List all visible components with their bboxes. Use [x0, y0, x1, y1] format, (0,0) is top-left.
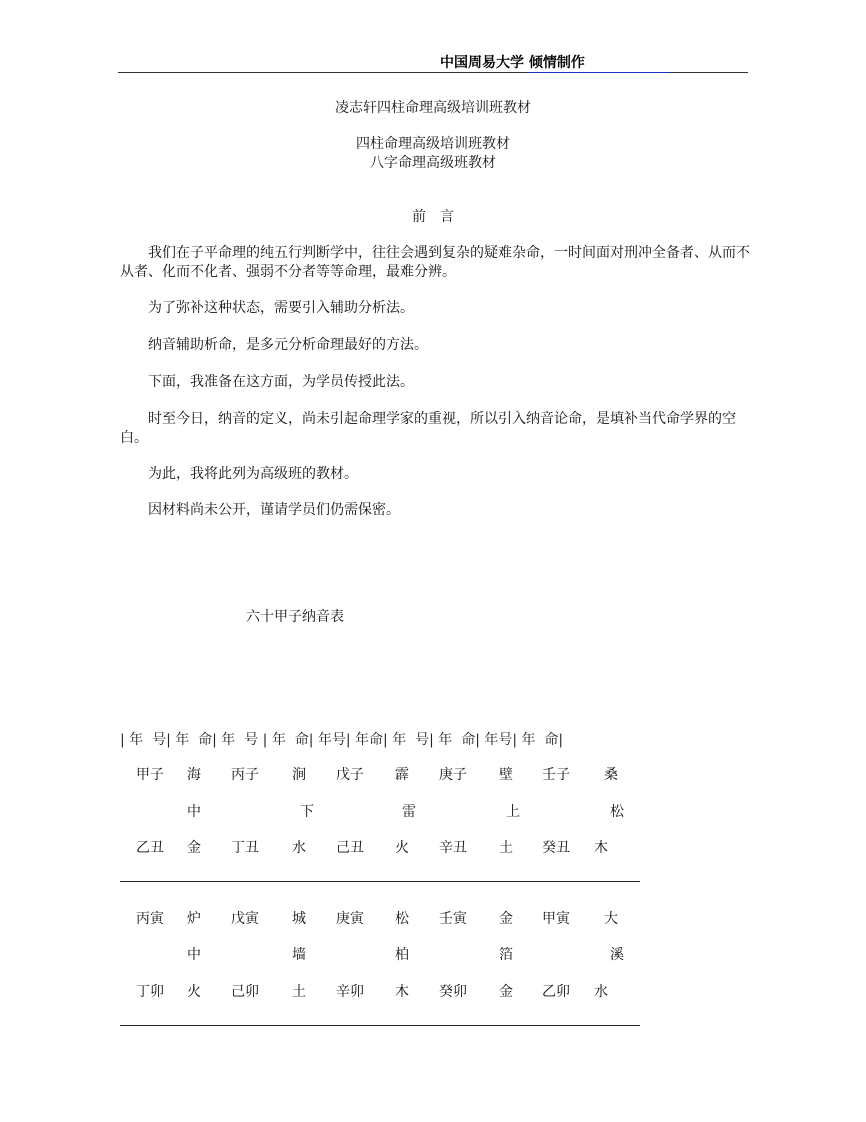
table-cell: 下 [300, 804, 314, 820]
table-cell: 水 [594, 984, 608, 1000]
table-cell: 癸卯 [439, 984, 467, 1000]
table-cell: 乙卯 [542, 984, 570, 1000]
paragraph: 因材料尚未公开，谨请学员们仍需保密。 [148, 502, 400, 518]
table-cell: 松 [610, 804, 624, 820]
table-cell: 戊子 [336, 767, 364, 783]
table-cell: 乙丑 [136, 840, 164, 856]
table-cell: 己丑 [336, 840, 364, 856]
header-text [440, 52, 669, 73]
paragraph: 我们在子平命理的纯五行判断学中，往往会遇到复杂的疑难杂命，一时间面对刑冲全备者、从而不从者、化而不化者、强弱不分者等等命理，最难分辨。 [120, 245, 750, 280]
table-cell: 己卯 [231, 984, 259, 1000]
table-cell: 丙子 [231, 767, 259, 783]
table-cell: 墙 [292, 947, 306, 963]
table-cell: 丙寅 [136, 911, 164, 927]
table-cell: 辛丑 [439, 840, 467, 856]
table-cell: 壁 [499, 767, 513, 783]
table-cell: 炉 [187, 911, 201, 927]
table-cell: 柏 [395, 947, 409, 963]
table-cell: 中 [187, 947, 201, 963]
table-cell: 中 [187, 804, 201, 820]
table-divider [120, 881, 640, 882]
table-cell: 金 [499, 911, 513, 927]
paragraph: 时至今日，纳音的定义，尚未引起命理学家的重视，所以引入纳音论命，是填补当代命学界的空白。 [120, 411, 736, 446]
table-cell: 戊寅 [231, 911, 259, 927]
table-cell: 松 [395, 911, 409, 927]
table-cell: 庚寅 [336, 911, 364, 927]
table-cell: 箔 [499, 947, 513, 963]
table-header: | 年 号| 年 命| 年 号 | 年 命| 年号| 年命| 年 号| 年 命| 年号| 年 命| [120, 732, 564, 748]
preface-heading: 前 言 [412, 209, 454, 225]
table-cell: 金 [187, 840, 201, 856]
table-cell: 辛卯 [336, 984, 364, 1000]
table-cell: 霹 [395, 767, 409, 783]
table-cell: 木 [594, 840, 608, 856]
table-cell: 水 [292, 840, 306, 856]
table-cell: 金 [499, 984, 513, 1000]
table-cell: 甲寅 [542, 911, 570, 927]
table-cell: 癸丑 [542, 840, 570, 856]
table-cell: 壬寅 [439, 911, 467, 927]
header-org: 中国周易大学 [440, 55, 529, 71]
document-subtitle-1: 四柱命理高级培训班教材 [356, 136, 510, 152]
table-cell: 土 [292, 984, 306, 1000]
table-cell: 上 [506, 804, 520, 820]
document-main-title: 凌志轩四柱命理高级培训班教材 [335, 100, 531, 116]
page-header [118, 50, 748, 73]
table-cell: 丁卯 [136, 984, 164, 1000]
table-cell: 壬子 [542, 767, 570, 783]
paragraph: 纳音辅助析命，是多元分析命理最好的方法。 [148, 337, 428, 353]
header-link[interactable]: 倾情制作 [529, 52, 669, 73]
table-cell: 涧 [292, 767, 306, 783]
table-cell: 土 [499, 840, 513, 856]
table-cell: 桑 [604, 767, 618, 783]
table-cell: 大 [604, 911, 618, 927]
paragraph: 下面，我准备在这方面，为学员传授此法。 [148, 374, 414, 390]
table-cell: 雷 [402, 804, 416, 820]
table-cell: 庚子 [439, 767, 467, 783]
table-divider [120, 1025, 640, 1026]
table-cell: 木 [395, 984, 409, 1000]
table-cell: 城 [292, 911, 306, 927]
table-cell: 火 [187, 984, 201, 1000]
paragraph: 为此，我将此列为高级班的教材。 [148, 466, 358, 482]
table-cell: 海 [187, 767, 201, 783]
table-cell: 溪 [610, 947, 624, 963]
table-cell: 丁丑 [231, 840, 259, 856]
table-cell: 甲子 [136, 767, 164, 783]
table-cell: 火 [395, 840, 409, 856]
paragraph: 为了弥补这种状态，需要引入辅助分析法。 [148, 300, 414, 316]
document-subtitle-2: 八字命理高级班教材 [370, 155, 496, 171]
table-title: 六十甲子纳音表 [246, 609, 344, 625]
